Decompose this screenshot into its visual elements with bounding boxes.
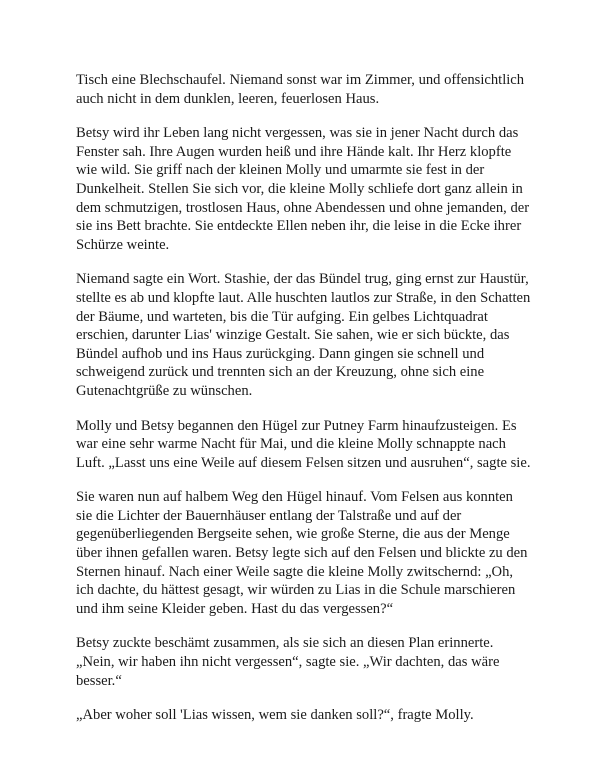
paragraph: Betsy zuckte beschämt zusammen, als sie sich an diesen Plan erinnerte. „Nein, wir haben ihn nicht vergessen“, sagte sie. „Wir dachten, das wäre besser.“ xyxy=(76,635,500,689)
paragraph: Molly und Betsy begannen den Hügel zur Putney Farm hinaufzusteigen. Es war eine sehr warme Nacht für Mai, und die kleine Molly schnappte nach Luft. „Lasst uns eine Weile auf diesem Felsen sitzen und ausruhen“, sagte sie. xyxy=(76,417,531,471)
paragraph: Niemand sagte ein Wort. Stashie, der das Bündel trug, ging ernst zur Haustür, stellte es ab und klopfte laut. Alle huschten lautlos zur Straße, in den Schatten der Bäume, und warteten, bis die Tür aufging. Ein gelbes Lichtquadrat erschien, darunter Lias' winzige Gestalt. Sie sahen, wie er sich bückte, das Bündel aufhob und ins Haus zurückging. Dann gingen sie schnell und schweigend zurück und trennten sich an der Kreuzung, ohne sich eine Gutenachtgrüße zu wünschen. xyxy=(76,271,531,399)
document-page xyxy=(76,71,532,741)
paragraph: Sie waren nun auf halbem Weg den Hügel hinauf. Vom Felsen aus konnten sie die Lichter der Bauernhäuser entlang der Talstraße und auf der gegenüberliegenden Bergseite sehen, wie große Sterne, die aus der Menge über ihnen gefallen waren. Betsy legte sich auf den Felsen und blickte zu den Sternen hinauf. Nach einer Weile sagte die kleine Molly zwitschernd: „Oh, ich dachte, du hättest gesagt, wir würden zu Lias in die Schule marschieren und ihm seine Kleider geben. Hast du das vergessen?“ xyxy=(76,489,528,617)
paragraph: „Aber woher soll 'Lias wissen, wem sie danken soll?“, fragte Molly. xyxy=(76,707,474,724)
paragraph: Tisch eine Blechschaufel. Niemand sonst war im Zimmer, und offensichtlich auch nicht in dem dunklen, leeren, feuerlosen Haus. xyxy=(76,72,525,107)
paragraph: Betsy wird ihr Leben lang nicht vergessen, was sie in jener Nacht durch das Fenster sah. Ihre Augen wurden heiß und ihre Hände kalt. Ihr Herz klopfte wie wild. Sie griff nach der kleinen Molly und umarmte sie fest in der Dunkelheit. Stellen Sie sich vor, die kleine Molly schliefe dort ganz allein in dem schmutzigen, trostlosen Haus, ohne Abendessen und ohne jemanden, der sie ins Bett brachte. Sie entdeckte Ellen neben ihr, die leise in die Ecke ihrer Schürze weinte. xyxy=(76,125,530,253)
